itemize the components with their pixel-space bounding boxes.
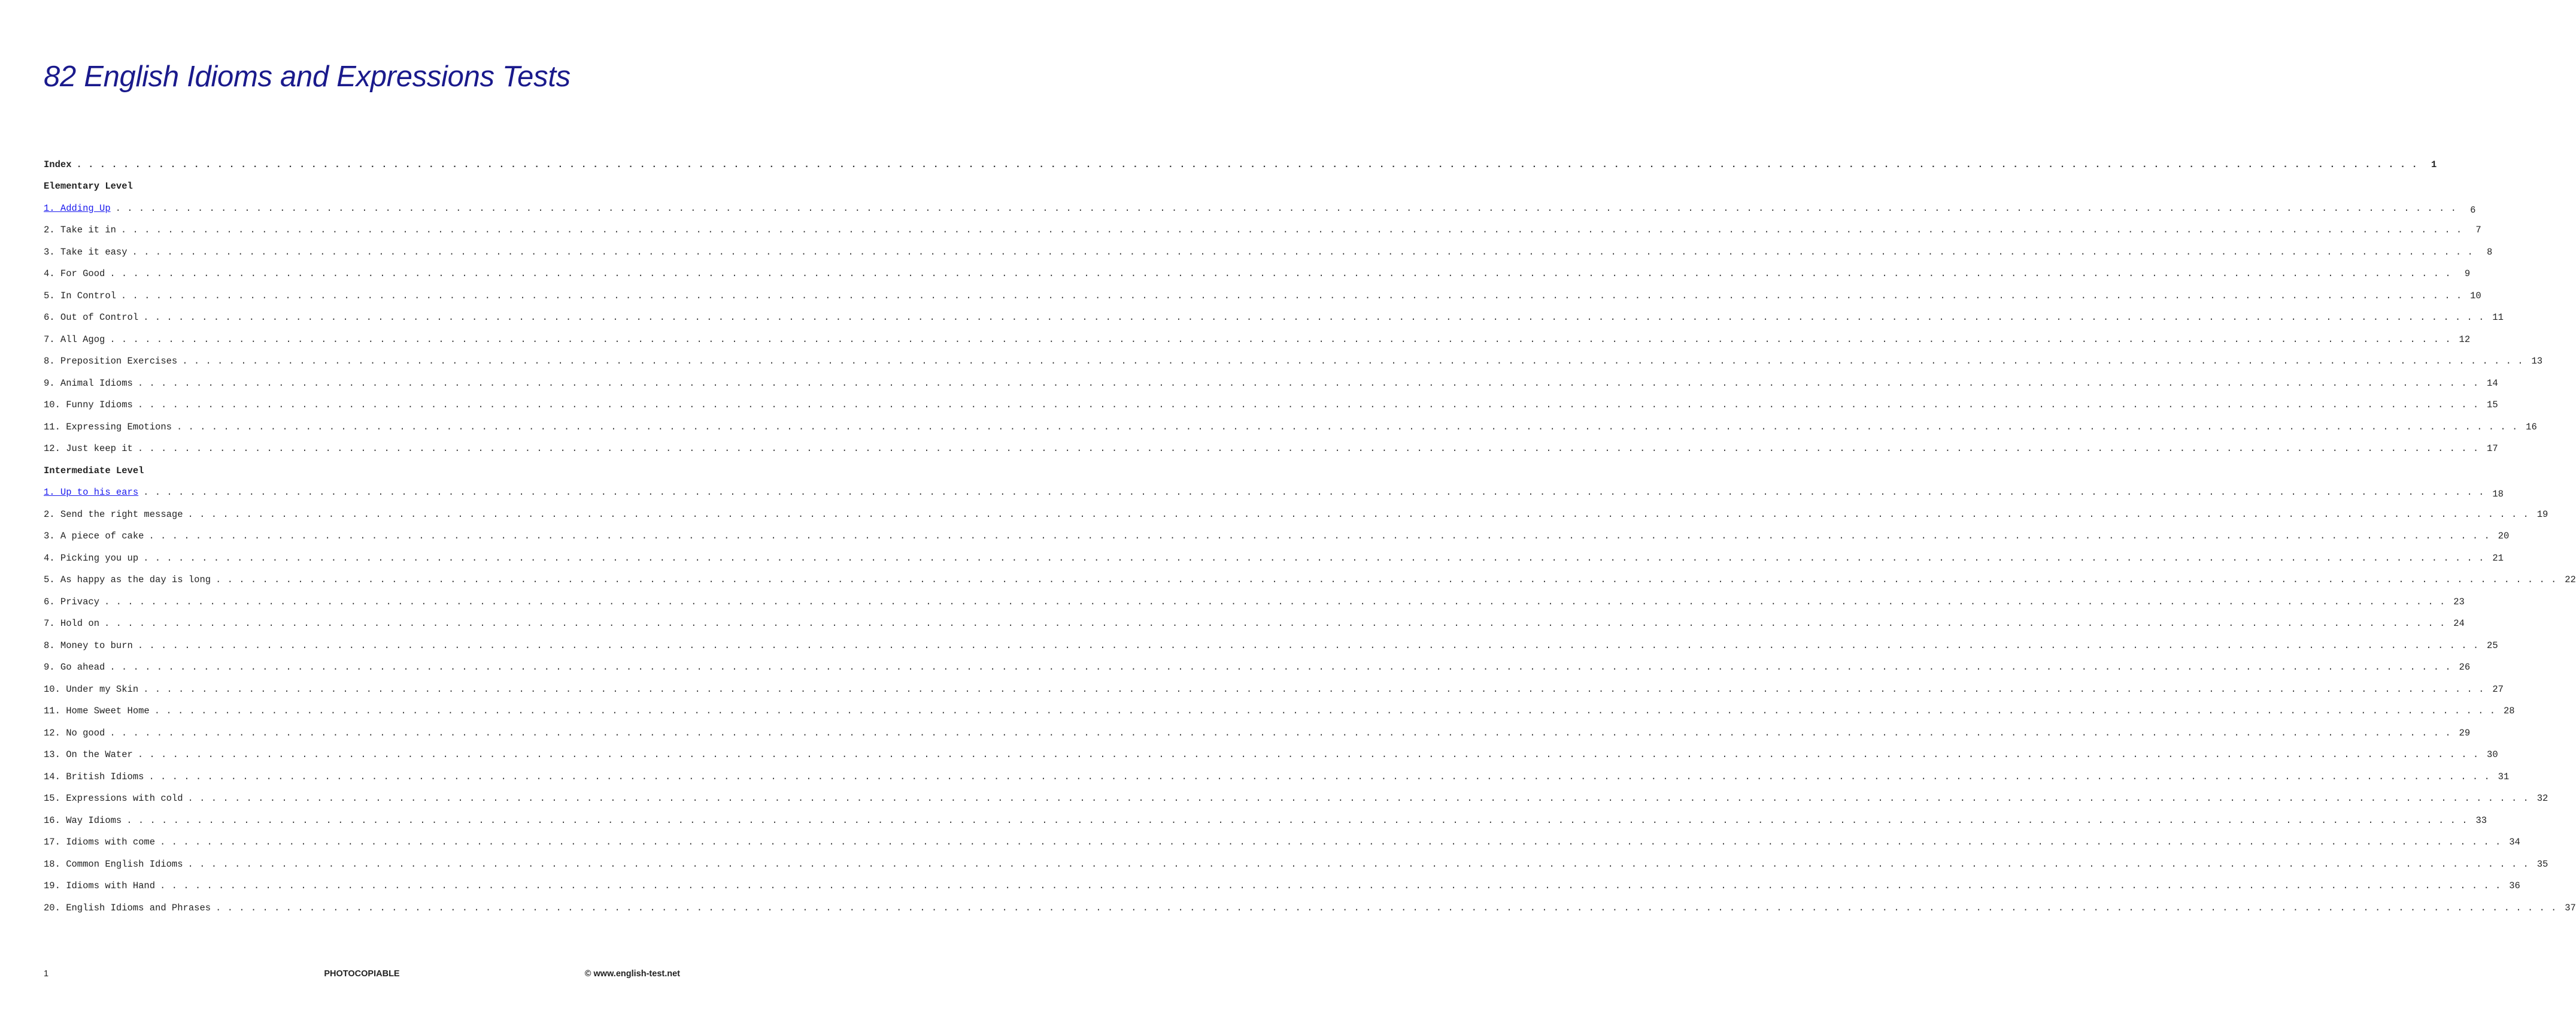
toc-page-number: 17 bbox=[2487, 443, 2498, 454]
toc-entry bbox=[44, 651, 2471, 673]
toc-entry-label: 4. For Good bbox=[44, 268, 105, 279]
toc-entry bbox=[44, 541, 2504, 564]
page-footer bbox=[44, 969, 680, 983]
toc-entry bbox=[44, 214, 2481, 236]
toc-page-number: 29 bbox=[2459, 727, 2471, 738]
toc-entry-label: 14. British Idioms bbox=[44, 771, 144, 782]
toc-dot-leader: . . . . . . . . . . . . . . . . . . . . . . . . . . . . . . . . . . . . . . . . . . . . . . . . . . . . . . . . . . . . . . . . . . . . . . . . . . . . . . . . . . . . . . . . . . . . . . . . . . . . . . . . . . . . . . . . . . . . . . . . . . . . . . . . . . . . . . . . . . . . . . . . . . . . . . . . . . . . . . . . . . . . . . . . . . . . . . . . . . . . . . . . . . . . . . . . . . . . . . . . bbox=[104, 596, 2445, 607]
toc-dot-leader: . . . . . . . . . . . . . . . . . . . . . . . . . . . . . . . . . . . . . . . . . . . . . . . . . . . . . . . . . . . . . . . . . . . . . . . . . . . . . . . . . . . . . . . . . . . . . . . . . . . . . . . . . . . . . . . . . . . . . . . . . . . . . . . . . . . . . . . . . . . . . . . . . . . . . . . . . . . . . . . . . . . . . . . . . . . . . . . . . . . . . . . . . . . . . . . . . . . . . . . . bbox=[76, 159, 2418, 170]
toc-page-number: 6 bbox=[2470, 204, 2476, 216]
toc-dot-leader: . . . . . . . . . . . . . . . . . . . . . . . . . . . . . . . . . . . . . . . . . . . . . . . . . . . . . . . . . . . . . . . . . . . . . . . . . . . . . . . . . . . . . . . . . . . . . . . . . . . . . . . . . . . . . . . . . . . . . . . . . . . . . . . . . . . . . . . . . . . . . . . . . . . . . . . . . . . . . . . . . . . . . . . . . . . . . . . . . . . . . . . . . . . . . . . . . . . . . . . . bbox=[187, 793, 2529, 804]
toc-page-number: 7 bbox=[2475, 225, 2481, 235]
toc-entry bbox=[44, 804, 2487, 826]
toc-entry-label: 18. Common English Idioms bbox=[44, 858, 183, 870]
toc-dot-leader: . . . . . . . . . . . . . . . . . . . . . . . . . . . . . . . . . . . . . . . . . . . . . . . . . . . . . . . . . . . . . . . . . . . . . . . . . . . . . . . . . . . . . . . . . . . . . . . . . . . . . . . . . . . . . . . . . . . . . . . . . . . . . . . . . . . . . . . . . . . . . . . . . . . . . . . . . . . . . . . . . . . . . . . . . . . . . . . . . . . . . . . . . . . . . . . . . . . . . . . . bbox=[104, 618, 2445, 629]
toc-page-number: 16 bbox=[2526, 421, 2537, 432]
toc-entry-label: 5. In Control bbox=[44, 290, 116, 301]
toc-entry bbox=[44, 848, 2548, 870]
footer-page-number: 1 bbox=[44, 969, 49, 979]
toc-entry bbox=[44, 760, 2510, 782]
toc-dot-leader: . . . . . . . . . . . . . . . . . . . . . . . . . . . . . . . . . . . . . . . . . . . . . . . . . . . . . . . . . . . . . . . . . . . . . . . . . . . . . . . . . . . . . . . . . . . . . . . . . . . . . . . . . . . . . . . . . . . . . . . . . . . . . . . . . . . . . . . . . . . . . . . . . . . . . . . . . . . . . . . . . . . . . . . . . . . . . . . . . . . . . . . . . . . . . . . . . . . . . . . . bbox=[187, 858, 2529, 870]
toc-entry bbox=[44, 564, 2576, 586]
toc-page-number: 15 bbox=[2487, 399, 2498, 410]
toc-dot-leader: . . . . . . . . . . . . . . . . . . . . . . . . . . . . . . . . . . . . . . . . . . . . . . . . . . . . . . . . . . . . . . . . . . . . . . . . . . . . . . . . . . . . . . . . . . . . . . . . . . . . . . . . . . . . . . . . . . . . . . . . . . . . . . . . . . . . . . . . . . . . . . . . . . . . . . . . . . . . . . . . . . . . . . . . . . . . . . . . . . . . . . . . . . . . . . . . . . . . . . . . bbox=[148, 771, 2490, 782]
toc-dot-leader: . . . . . . . . . . . . . . . . . . . . . . . . . . . . . . . . . . . . . . . . . . . . . . . . . . . . . . . . . . . . . . . . . . . . . . . . . . . . . . . . . . . . . . . . . . . . . . . . . . . . . . . . . . . . . . . . . . . . . . . . . . . . . . . . . . . . . . . . . . . . . . . . . . . . . . . . . . . . . . . . . . . . . . . . . . . . . . . . . . . . . . . . . . . . . . . . . . . . . . . . bbox=[137, 640, 2479, 651]
toc-entry-label: 10. Funny Idioms bbox=[44, 399, 133, 410]
toc-dot-leader: . . . . . . . . . . . . . . . . . . . . . . . . . . . . . . . . . . . . . . . . . . . . . . . . . . . . . . . . . . . . . . . . . . . . . . . . . . . . . . . . . . . . . . . . . . . . . . . . . . . . . . . . . . . . . . . . . . . . . . . . . . . . . . . . . . . . . . . . . . . . . . . . . . . . . . . . . . . . . . . . . . . . . . . . . . . . . . . . . . . . . . . . . . . . . . . . . . . . . . . . bbox=[143, 683, 2484, 695]
toc-dot-leader: . . . . . . . . . . . . . . . . . . . . . . . . . . . . . . . . . . . . . . . . . . . . . . . . . . . . . . . . . . . . . . . . . . . . . . . . . . . . . . . . . . . . . . . . . . . . . . . . . . . . . . . . . . . . . . . . . . . . . . . . . . . . . . . . . . . . . . . . . . . . . . . . . . . . . . . . . . . . . . . . . . . . . . . . . . . . . . . . . . . . . . . . . . . . . . . . . . . . . . . . bbox=[216, 902, 2557, 913]
toc-dot-leader: . . . . . . . . . . . . . . . . . . . . . . . . . . . . . . . . . . . . . . . . . . . . . . . . . . . . . . . . . . . . . . . . . . . . . . . . . . . . . . . . . . . . . . . . . . . . . . . . . . . . . . . . . . . . . . . . . . . . . . . . . . . . . . . . . . . . . . . . . . . . . . . . . . . . . . . . . . . . . . . . . . . . . . . . . . . . . . . . . . . . . . . . . . . . . . . . . . . . . . . . bbox=[143, 487, 2484, 498]
toc-dot-leader: . . . . . . . . . . . . . . . . . . . . . . . . . . . . . . . . . . . . . . . . . . . . . . . . . . . . . . . . . . . . . . . . . . . . . . . . . . . . . . . . . . . . . . . . . . . . . . . . . . . . . . . . . . . . . . . . . . . . . . . . . . . . . . . . . . . . . . . . . . . . . . . . . . . . . . . . . . . . . . . . . . . . . . . . . . . . . . . . . . . . . . . . . . . . . . . . . . . . . . . . bbox=[154, 706, 2496, 716]
toc-entry-label: 12. Just keep it bbox=[44, 443, 133, 454]
toc-entry-label: 12. No good bbox=[44, 727, 105, 738]
toc-page-number: 35 bbox=[2536, 858, 2548, 870]
toc-page-number: 32 bbox=[2536, 793, 2548, 804]
toc-entry-label: 13. On the Water bbox=[44, 749, 133, 760]
toc-dot-leader: . . . . . . . . . . . . . . . . . . . . . . . . . . . . . . . . . . . . . . . . . . . . . . . . . . . . . . . . . . . . . . . . . . . . . . . . . . . . . . . . . . . . . . . . . . . . . . . . . . . . . . . . . . . . . . . . . . . . . . . . . . . . . . . . . . . . . . . . . . . . . . . . . . . . . . . . . . . . . . . . . . . . . . . . . . . . . . . . . . . . . . . . . . . . . . . . . . . . . . . . bbox=[110, 662, 2451, 673]
toc-entry bbox=[44, 520, 2510, 542]
toc-entry-label: 5. As happy as the day is long bbox=[44, 574, 211, 585]
table-of-contents bbox=[44, 148, 2576, 913]
toc-page-number: 31 bbox=[2498, 771, 2510, 782]
toc-entry-label: 20. English Idioms and Phrases bbox=[44, 902, 211, 913]
toc-entry bbox=[44, 738, 2498, 761]
toc-entry bbox=[44, 235, 2493, 258]
toc-entry bbox=[44, 716, 2471, 738]
toc-dot-leader: . . . . . . . . . . . . . . . . . . . . . . . . . . . . . . . . . . . . . . . . . . . . . . . . . . . . . . . . . . . . . . . . . . . . . . . . . . . . . . . . . . . . . . . . . . . . . . . . . . . . . . . . . . . . . . . . . . . . . . . . . . . . . . . . . . . . . . . . . . . . . . . . . . . . . . . . . . . . . . . . . . . . . . . . . . . . . . . . . . . . . . . . . . . . . . . . . . . . . . . . bbox=[143, 552, 2484, 564]
toc-entry bbox=[44, 279, 2481, 301]
toc-entry-label: Elementary Level bbox=[44, 181, 133, 192]
toc-dot-leader: . . . . . . . . . . . . . . . . . . . . . . . . . . . . . . . . . . . . . . . . . . . . . . . . . . . . . . . . . . . . . . . . . . . . . . . . . . . . . . . . . . . . . . . . . . . . . . . . . . . . . . . . . . . . . . . . . . . . . . . . . . . . . . . . . . . . . . . . . . . . . . . . . . . . . . . . . . . . . . . . . . . . . . . . . . . . . . . . . . . . . . . . . . . . . . . . . . . . . . . . bbox=[216, 574, 2557, 585]
toc-page-number: 25 bbox=[2487, 640, 2498, 651]
toc-entry bbox=[44, 148, 2437, 170]
toc-page-number: 19 bbox=[2536, 509, 2548, 520]
toc-dot-leader: . . . . . . . . . . . . . . . . . . . . . . . . . . . . . . . . . . . . . . . . . . . . . . . . . . . . . . . . . . . . . . . . . . . . . . . . . . . . . . . . . . . . . . . . . . . . . . . . . . . . . . . . . . . . . . . . . . . . . . . . . . . . . . . . . . . . . . . . . . . . . . . . . . . . . . . . . . . . . . . . . . . . . . . . . . . . . . . . . . . . . . . . . . . . . . . . . . . . . . . . bbox=[143, 312, 2484, 323]
toc-entry bbox=[44, 323, 2471, 345]
toc-entry-label: 9. Go ahead bbox=[44, 662, 105, 673]
toc-entry-link[interactable]: 1. Up to his ears bbox=[44, 487, 139, 498]
toc-page-number: 22 bbox=[2565, 574, 2576, 585]
toc-entry-label: 17. Idioms with come bbox=[44, 837, 156, 848]
toc-entry-label: Index bbox=[44, 159, 72, 170]
toc-entry bbox=[44, 389, 2498, 411]
toc-dot-leader: . . . . . . . . . . . . . . . . . . . . . . . . . . . . . . . . . . . . . . . . . . . . . . . . . . . . . . . . . . . . . . . . . . . . . . . . . . . . . . . . . . . . . . . . . . . . . . . . . . . . . . . . . . . . . . . . . . . . . . . . . . . . . . . . . . . . . . . . . . . . . . . . . . . . . . . . . . . . . . . . . . . . . . . . . . . . . . . . . . . . . . . . . . . . . . . . . . . . . . . . bbox=[120, 290, 2462, 301]
toc-entry bbox=[44, 782, 2548, 804]
toc-page-number: 27 bbox=[2492, 683, 2504, 695]
toc-entry bbox=[44, 891, 2576, 913]
toc-dot-leader: . . . . . . . . . . . . . . . . . . . . . . . . . . . . . . . . . . . . . . . . . . . . . . . . . . . . . . . . . . . . . . . . . . . . . . . . . . . . . . . . . . . . . . . . . . . . . . . . . . . . . . . . . . . . . . . . . . . . . . . . . . . . . . . . . . . . . . . . . . . . . . . . . . . . . . . . . . . . . . . . . . . . . . . . . . . . . . . . . . . . . . . . . . . . . . . . . . . . . . . . bbox=[110, 334, 2451, 345]
toc-page-number: 34 bbox=[2509, 837, 2520, 848]
toc-entry-link[interactable]: 1. Adding Up bbox=[44, 202, 111, 214]
toc-dot-leader: . . . . . . . . . . . . . . . . . . . . . . . . . . . . . . . . . . . . . . . . . . . . . . . . . . . . . . . . . . . . . . . . . . . . . . . . . . . . . . . . . . . . . . . . . . . . . . . . . . . . . . . . . . . . . . . . . . . . . . . . . . . . . . . . . . . . . . . . . . . . . . . . . . . . . . . . . . . . . . . . . . . . . . . . . . . . . . . . . . . . . . . . . . . . . . . . . . . . . . . . bbox=[176, 421, 2518, 432]
toc-dot-leader: . . . . . . . . . . . . . . . . . . . . . . . . . . . . . . . . . . . . . . . . . . . . . . . . . . . . . . . . . . . . . . . . . . . . . . . . . . . . . . . . . . . . . . . . . . . . . . . . . . . . . . . . . . . . . . . . . . . . . . . . . . . . . . . . . . . . . . . . . . . . . . . . . . . . . . . . . . . . . . . . . . . . . . . . . . . . . . . . . . . . . . . . . . . . . . . . . . . . . . . . bbox=[110, 727, 2451, 738]
toc-page-number: 24 bbox=[2453, 618, 2465, 629]
toc-page-number: 33 bbox=[2475, 815, 2487, 826]
footer-photocopiable: PHOTOCOPIABLE bbox=[324, 969, 400, 979]
toc-entry[interactable] bbox=[44, 476, 2504, 500]
toc-page-number: 9 bbox=[2464, 268, 2471, 279]
toc-entry-label: 8. Money to burn bbox=[44, 640, 133, 651]
toc-dot-leader: . . . . . . . . . . . . . . . . . . . . . . . . . . . . . . . . . . . . . . . . . . . . . . . . . . . . . . . . . . . . . . . . . . . . . . . . . . . . . . . . . . . . . . . . . . . . . . . . . . . . . . . . . . . . . . . . . . . . . . . . . . . . . . . . . . . . . . . . . . . . . . . . . . . . . . . . . . . . . . . . . . . . . . . . . . . . . . . . . . . . . . . . . . . . . . . . . . . . . . . . bbox=[137, 443, 2479, 454]
toc-entry-label: 2. Send the right message bbox=[44, 509, 183, 520]
toc-entry-label: 6. Privacy bbox=[44, 596, 100, 607]
toc-entry-label: 19. Idioms with Hand bbox=[44, 880, 156, 891]
toc-entry-label: 2. Take it in bbox=[44, 225, 116, 235]
toc-entry-label: 11. Expressing Emotions bbox=[44, 421, 172, 432]
toc-page-number: 21 bbox=[2492, 552, 2504, 564]
toc-page-number: 26 bbox=[2459, 662, 2471, 673]
toc-section-heading bbox=[44, 170, 680, 192]
toc-entry[interactable] bbox=[44, 192, 2476, 216]
toc-section-heading bbox=[44, 454, 680, 476]
toc-entry-label: 7. Hold on bbox=[44, 618, 100, 629]
toc-entry-label: 6. Out of Control bbox=[44, 312, 139, 323]
toc-entry bbox=[44, 673, 2504, 695]
toc-entry bbox=[44, 345, 2543, 367]
toc-entry bbox=[44, 870, 2520, 892]
toc-dot-leader: . . . . . . . . . . . . . . . . . . . . . . . . . . . . . . . . . . . . . . . . . . . . . . . . . . . . . . . . . . . . . . . . . . . . . . . . . . . . . . . . . . . . . . . . . . . . . . . . . . . . . . . . . . . . . . . . . . . . . . . . . . . . . . . . . . . . . . . . . . . . . . . . . . . . . . . . . . . . . . . . . . . . . . . . . . . . . . . . . . . . . . . . . . . . . . . . . . . . . . . . bbox=[137, 399, 2479, 410]
toc-entry-label: 11. Home Sweet Home bbox=[44, 706, 150, 716]
toc-page-number: 37 bbox=[2565, 902, 2576, 913]
toc-entry bbox=[44, 826, 2520, 848]
toc-entry bbox=[44, 301, 2504, 323]
toc-page-number: 36 bbox=[2509, 880, 2520, 891]
toc-dot-leader: . . . . . . . . . . . . . . . . . . . . . . . . . . . . . . . . . . . . . . . . . . . . . . . . . . . . . . . . . . . . . . . . . . . . . . . . . . . . . . . . . . . . . . . . . . . . . . . . . . . . . . . . . . . . . . . . . . . . . . . . . . . . . . . . . . . . . . . . . . . . . . . . . . . . . . . . . . . . . . . . . . . . . . . . . . . . . . . . . . . . . . . . . . . . . . . . . . . . . . . . bbox=[160, 880, 2501, 891]
toc-dot-leader: . . . . . . . . . . . . . . . . . . . . . . . . . . . . . . . . . . . . . . . . . . . . . . . . . . . . . . . . . . . . . . . . . . . . . . . . . . . . . . . . . . . . . . . . . . . . . . . . . . . . . . . . . . . . . . . . . . . . . . . . . . . . . . . . . . . . . . . . . . . . . . . . . . . . . . . . . . . . . . . . . . . . . . . . . . . . . . . . . . . . . . . . . . . . . . . . . . . . . . . . bbox=[132, 246, 2474, 258]
toc-entry-label: 9. Animal Idioms bbox=[44, 377, 133, 389]
toc-dot-leader: . . . . . . . . . . . . . . . . . . . . . . . . . . . . . . . . . . . . . . . . . . . . . . . . . . . . . . . . . . . . . . . . . . . . . . . . . . . . . . . . . . . . . . . . . . . . . . . . . . . . . . . . . . . . . . . . . . . . . . . . . . . . . . . . . . . . . . . . . . . . . . . . . . . . . . . . . . . . . . . . . . . . . . . . . . . . . . . . . . . . . . . . . . . . . . . . . . . . . . . . bbox=[115, 202, 2457, 214]
toc-entry-label: Intermediate Level bbox=[44, 465, 144, 476]
toc-page-number: 11 bbox=[2492, 312, 2504, 323]
toc-dot-leader: . . . . . . . . . . . . . . . . . . . . . . . . . . . . . . . . . . . . . . . . . . . . . . . . . . . . . . . . . . . . . . . . . . . . . . . . . . . . . . . . . . . . . . . . . . . . . . . . . . . . . . . . . . . . . . . . . . . . . . . . . . . . . . . . . . . . . . . . . . . . . . . . . . . . . . . . . . . . . . . . . . . . . . . . . . . . . . . . . . . . . . . . . . . . . . . . . . . . . . . . bbox=[148, 531, 2490, 541]
toc-page-number: 14 bbox=[2487, 377, 2498, 389]
toc-dot-leader: . . . . . . . . . . . . . . . . . . . . . . . . . . . . . . . . . . . . . . . . . . . . . . . . . . . . . . . . . . . . . . . . . . . . . . . . . . . . . . . . . . . . . . . . . . . . . . . . . . . . . . . . . . . . . . . . . . . . . . . . . . . . . . . . . . . . . . . . . . . . . . . . . . . . . . . . . . . . . . . . . . . . . . . . . . . . . . . . . . . . . . . . . . . . . . . . . . . . . . . . bbox=[137, 749, 2479, 760]
toc-entry bbox=[44, 585, 2465, 607]
toc-entry-label: 3. Take it easy bbox=[44, 246, 128, 258]
toc-entry bbox=[44, 695, 2515, 717]
toc-page-number: 20 bbox=[2498, 531, 2510, 541]
toc-dot-leader: . . . . . . . . . . . . . . . . . . . . . . . . . . . . . . . . . . . . . . . . . . . . . . . . . . . . . . . . . . . . . . . . . . . . . . . . . . . . . . . . . . . . . . . . . . . . . . . . . . . . . . . . . . . . . . . . . . . . . . . . . . . . . . . . . . . . . . . . . . . . . . . . . . . . . . . . . . . . . . . . . . . . . . . . . . . . . . . . . . . . . . . . . . . . . . . . . . . . . . . . bbox=[126, 815, 2468, 826]
toc-dot-leader: . . . . . . . . . . . . . . . . . . . . . . . . . . . . . . . . . . . . . . . . . . . . . . . . . . . . . . . . . . . . . . . . . . . . . . . . . . . . . . . . . . . . . . . . . . . . . . . . . . . . . . . . . . . . . . . . . . . . . . . . . . . . . . . . . . . . . . . . . . . . . . . . . . . . . . . . . . . . . . . . . . . . . . . . . . . . . . . . . . . . . . . . . . . . . . . . . . . . . . . . bbox=[187, 509, 2529, 520]
toc-page-number: 8 bbox=[2487, 246, 2493, 258]
toc-dot-leader: . . . . . . . . . . . . . . . . . . . . . . . . . . . . . . . . . . . . . . . . . . . . . . . . . . . . . . . . . . . . . . . . . . . . . . . . . . . . . . . . . . . . . . . . . . . . . . . . . . . . . . . . . . . . . . . . . . . . . . . . . . . . . . . . . . . . . . . . . . . . . . . . . . . . . . . . . . . . . . . . . . . . . . . . . . . . . . . . . . . . . . . . . . . . . . . . . . . . . . . . bbox=[120, 225, 2462, 235]
toc-page-number: 13 bbox=[2531, 356, 2543, 367]
toc-entry-label: 16. Way Idioms bbox=[44, 815, 122, 826]
toc-entry-label: 3. A piece of cake bbox=[44, 531, 144, 541]
toc-entry bbox=[44, 367, 2498, 389]
toc-entry bbox=[44, 432, 2498, 455]
toc-entry-label: 15. Expressions with cold bbox=[44, 793, 183, 804]
toc-entry bbox=[44, 629, 2498, 651]
toc-entry bbox=[44, 258, 2471, 280]
toc-dot-leader: . . . . . . . . . . . . . . . . . . . . . . . . . . . . . . . . . . . . . . . . . . . . . . . . . . . . . . . . . . . . . . . . . . . . . . . . . . . . . . . . . . . . . . . . . . . . . . . . . . . . . . . . . . . . . . . . . . . . . . . . . . . . . . . . . . . . . . . . . . . . . . . . . . . . . . . . . . . . . . . . . . . . . . . . . . . . . . . . . . . . . . . . . . . . . . . . . . . . . . . . bbox=[110, 268, 2451, 279]
toc-page-number: 18 bbox=[2492, 489, 2504, 500]
toc-page-number: 10 bbox=[2470, 290, 2481, 301]
toc-entry-label: 10. Under my Skin bbox=[44, 683, 139, 695]
toc-page-number: 1 bbox=[2431, 159, 2437, 170]
toc-dot-leader: . . . . . . . . . . . . . . . . . . . . . . . . . . . . . . . . . . . . . . . . . . . . . . . . . . . . . . . . . . . . . . . . . . . . . . . . . . . . . . . . . . . . . . . . . . . . . . . . . . . . . . . . . . . . . . . . . . . . . . . . . . . . . . . . . . . . . . . . . . . . . . . . . . . . . . . . . . . . . . . . . . . . . . . . . . . . . . . . . . . . . . . . . . . . . . . . . . . . . . . . bbox=[182, 356, 2524, 367]
footer-copyright: © www.english-test.net bbox=[584, 969, 680, 979]
document-title: 82 English Idioms and Expressions Tests bbox=[44, 60, 571, 93]
toc-entry bbox=[44, 410, 2537, 432]
toc-entry-label: 7. All Agog bbox=[44, 334, 105, 345]
toc-entry bbox=[44, 607, 2465, 629]
toc-page-number: 12 bbox=[2459, 334, 2471, 345]
toc-dot-leader: . . . . . . . . . . . . . . . . . . . . . . . . . . . . . . . . . . . . . . . . . . . . . . . . . . . . . . . . . . . . . . . . . . . . . . . . . . . . . . . . . . . . . . . . . . . . . . . . . . . . . . . . . . . . . . . . . . . . . . . . . . . . . . . . . . . . . . . . . . . . . . . . . . . . . . . . . . . . . . . . . . . . . . . . . . . . . . . . . . . . . . . . . . . . . . . . . . . . . . . . bbox=[137, 377, 2479, 389]
toc-entry-label: 4. Picking you up bbox=[44, 552, 139, 564]
toc-page-number: 28 bbox=[2503, 706, 2515, 716]
toc-dot-leader: . . . . . . . . . . . . . . . . . . . . . . . . . . . . . . . . . . . . . . . . . . . . . . . . . . . . . . . . . . . . . . . . . . . . . . . . . . . . . . . . . . . . . . . . . . . . . . . . . . . . . . . . . . . . . . . . . . . . . . . . . . . . . . . . . . . . . . . . . . . . . . . . . . . . . . . . . . . . . . . . . . . . . . . . . . . . . . . . . . . . . . . . . . . . . . . . . . . . . . . . bbox=[160, 837, 2501, 848]
toc-entry bbox=[44, 498, 2548, 520]
toc-entry-label: 8. Preposition Exercises bbox=[44, 356, 178, 367]
toc-page-number: 23 bbox=[2453, 596, 2465, 607]
toc-page-number: 30 bbox=[2487, 749, 2498, 760]
